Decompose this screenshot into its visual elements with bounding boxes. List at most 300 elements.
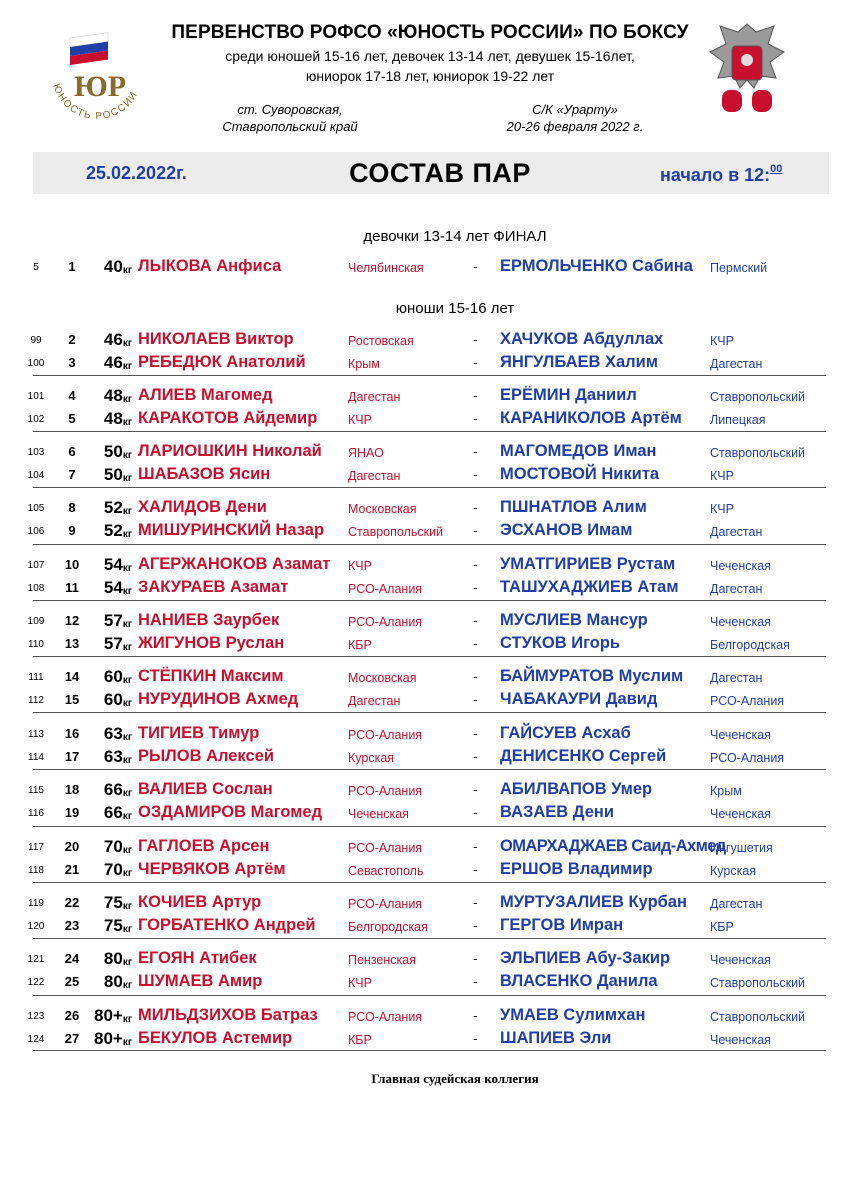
pair-number: 3	[68, 355, 76, 370]
blue-corner-region: Ставропольский	[710, 976, 806, 990]
bout-number: 123	[27, 1011, 45, 1022]
pair-number: 10	[64, 557, 80, 572]
weight-unit: кг	[122, 265, 132, 276]
weight-value: 54	[103, 555, 123, 574]
weight-value: 57	[103, 611, 123, 630]
row-divider	[33, 431, 826, 432]
red-corner-name: ОЗДАМИРОВ Магомед	[138, 803, 323, 821]
pair-row	[0, 633, 849, 655]
blue-corner-name: КАРАНИКОЛОВ Артём	[500, 409, 682, 427]
weight-unit: кг	[122, 338, 132, 349]
weight-unit: кг	[122, 450, 132, 461]
weight-class	[86, 724, 132, 744]
pair-row	[0, 385, 849, 407]
row-divider	[33, 600, 826, 601]
blue-corner-region: РСО-Алания	[710, 694, 785, 708]
weight-unit: кг	[122, 529, 132, 540]
blue-corner-region: Курская	[710, 864, 757, 878]
red-corner-region: Севастополь	[348, 864, 424, 878]
bout-number: 102	[27, 414, 45, 425]
row-divider	[33, 487, 826, 488]
versus-dash: -	[473, 444, 478, 459]
blue-corner-region: Дагестан	[710, 897, 763, 911]
weight-value: 52	[103, 498, 123, 517]
red-corner-name: НИКОЛАЕВ Виктор	[138, 330, 294, 348]
weight-value: 52	[103, 521, 123, 540]
weight-unit: кг	[122, 732, 132, 743]
weight-value: 57	[103, 634, 123, 653]
bout-number: 5	[33, 262, 39, 273]
weight-unit: кг	[122, 563, 132, 574]
bout-number: 115	[28, 785, 44, 796]
event-subtitle-2: юниорок 17-18 лет, юниорок 19-22 лет	[305, 68, 555, 84]
venue-line-2: 20-26 февраля 2022 г.	[506, 119, 644, 134]
blue-corner-region: Белгородская	[710, 638, 790, 652]
versus-dash: -	[473, 1008, 478, 1023]
bout-number: 99	[30, 335, 42, 346]
red-corner-name: ВАЛИЕВ Сослан	[138, 780, 273, 798]
blue-corner-name: БАЙМУРАТОВ Муслим	[500, 667, 684, 685]
red-corner-name: ХАЛИДОВ Дени	[138, 498, 267, 516]
blue-corner-name: МУРТУЗАЛИЕВ Курбан	[500, 893, 687, 911]
row-divider	[33, 712, 826, 713]
blue-corner-region: КБР	[710, 920, 734, 934]
bout-number: 124	[27, 1034, 45, 1045]
blue-corner-region: Липецкая	[710, 413, 766, 427]
blue-corner-name: ВАЗАЕВ Дени	[500, 803, 615, 821]
weight-unit: кг	[122, 811, 132, 822]
red-corner-region: РСО-Алания	[348, 728, 423, 742]
pair-number: 5	[68, 411, 76, 426]
weight-class	[86, 578, 132, 598]
versus-dash: -	[473, 805, 478, 820]
versus-dash: -	[473, 580, 478, 595]
versus-dash: -	[473, 1031, 478, 1046]
start-label: начало в 12:	[660, 165, 771, 185]
pair-number: 26	[64, 1008, 80, 1023]
versus-dash: -	[473, 411, 478, 426]
weight-class	[86, 837, 132, 857]
weight-unit: кг	[122, 417, 132, 428]
versus-dash: -	[473, 523, 478, 538]
versus-dash: -	[473, 259, 478, 274]
red-corner-name: ЧЕРВЯКОВ Артём	[138, 860, 286, 878]
blue-corner-name: АБИЛВАПОВ Умер	[500, 780, 653, 798]
versus-dash: -	[473, 613, 478, 628]
place-line-2: Ставропольский край	[222, 119, 358, 134]
versus-dash: -	[473, 839, 478, 854]
red-corner-region: РСО-Алания	[348, 897, 423, 911]
bout-number: 114	[28, 752, 44, 763]
red-corner-name: ЗАКУРАЕВ Азамат	[138, 578, 289, 596]
red-corner-name: ШАБАЗОВ Ясин	[138, 465, 271, 483]
weight-value: 50	[103, 442, 123, 461]
red-corner-region: КБР	[348, 1033, 372, 1047]
pair-number: 23	[64, 918, 80, 933]
blue-corner-name: УМАТГИРИЕВ Рустам	[500, 555, 676, 573]
blue-corner-name: ТАШУХАДЖИЕВ Атам	[500, 578, 679, 596]
start-time	[660, 163, 782, 186]
start-minutes: 00	[770, 163, 783, 175]
weight-value: 66	[103, 780, 123, 799]
blue-corner-name: ЭСХАНОВ Имам	[500, 521, 633, 539]
pair-row	[0, 859, 849, 881]
row-divider	[33, 656, 826, 657]
blue-corner-region: КЧР	[710, 469, 734, 483]
weight-value: 50	[103, 465, 123, 484]
bout-number: 104	[27, 470, 45, 481]
bout-date: 25.02.2022г.	[86, 163, 187, 183]
weight-class	[86, 498, 132, 518]
red-corner-region: Белгородская	[348, 920, 428, 934]
red-corner-name: ЖИГУНОВ Руслан	[138, 634, 285, 652]
versus-dash: -	[473, 918, 478, 933]
row-divider	[33, 1050, 826, 1051]
weight-unit: кг	[122, 868, 132, 879]
versus-dash: -	[473, 467, 478, 482]
blue-corner-region: Пермский	[710, 261, 768, 275]
blue-corner-region: Дагестан	[710, 357, 763, 371]
blue-corner-region: КЧР	[710, 334, 734, 348]
section-heading: юноши 15-16 лет	[395, 300, 515, 317]
red-corner-region: КЧР	[348, 413, 372, 427]
pair-number: 8	[68, 500, 76, 515]
bout-number: 103	[27, 447, 45, 458]
red-corner-name: ГОРБАТЕНКО Андрей	[138, 916, 316, 934]
pair-number: 1	[68, 259, 76, 274]
blue-corner-name: ГЕРГОВ Имран	[500, 916, 624, 934]
pair-number: 16	[64, 726, 80, 741]
blue-corner-name: ЧАБАКАУРИ Давид	[500, 690, 658, 708]
bout-number: 108	[27, 583, 45, 594]
bout-number: 121	[27, 954, 45, 965]
blue-corner-name: СТУКОВ Игорь	[500, 634, 621, 652]
weight-value: 75	[103, 916, 123, 935]
weight-class	[86, 860, 132, 880]
footer-signature: Главная судейская коллегия	[371, 1071, 539, 1086]
red-corner-region: Дагестан	[348, 390, 401, 404]
red-corner-name: АЛИЕВ Магомед	[138, 386, 273, 404]
bout-number: 118	[28, 865, 44, 876]
weight-class	[86, 916, 132, 936]
weight-class	[86, 972, 132, 992]
pair-number: 15	[64, 692, 80, 707]
pair-number: 13	[64, 636, 80, 651]
weight-value: 48	[103, 409, 123, 428]
weight-unit: кг	[122, 788, 132, 799]
weight-value: 63	[103, 747, 123, 766]
venue-line-1: С/К «Урарту»	[532, 102, 618, 117]
weight-value: 80+	[93, 1029, 123, 1048]
pair-number: 20	[64, 839, 80, 854]
blue-corner-name: ЯНГУЛБАЕВ Халим	[500, 353, 659, 371]
red-corner-region: Ростовская	[348, 334, 414, 348]
red-corner-name: СТЁПКИН Максим	[138, 667, 284, 685]
red-corner-name: НАНИЕВ Заурбек	[138, 611, 280, 629]
red-corner-region: Дагестан	[348, 469, 401, 483]
versus-dash: -	[473, 388, 478, 403]
event-title: ПЕРВЕНСТВО РОФСО «ЮНОСТЬ РОССИИ» ПО БОКСУ	[171, 22, 689, 43]
bout-number: 110	[28, 639, 44, 650]
blue-corner-region: Ставропольский	[710, 446, 806, 460]
blue-corner-region: Крым	[710, 784, 742, 798]
red-corner-region: Московская	[348, 671, 417, 685]
red-corner-region: Пензенская	[348, 953, 416, 967]
bout-number: 106	[27, 526, 45, 537]
red-corner-region: КЧР	[348, 559, 372, 573]
bout-number: 107	[27, 560, 45, 571]
svg-text:ЮНОСТЬ РОССИИ: ЮНОСТЬ РОССИИ	[50, 82, 141, 123]
weight-class	[86, 521, 132, 541]
pair-row	[0, 666, 849, 688]
pair-number: 4	[68, 388, 76, 403]
blue-corner-region: Дагестан	[710, 582, 763, 596]
weight-value: 80	[103, 972, 123, 991]
weight-class	[86, 330, 132, 350]
bout-number: 101	[27, 391, 45, 402]
weight-class	[86, 949, 132, 969]
versus-dash: -	[473, 355, 478, 370]
bout-number: 113	[28, 729, 44, 740]
pair-row	[0, 948, 849, 970]
blue-corner-name: ПШНАТЛОВ Алим	[500, 498, 647, 516]
pair-number: 2	[68, 332, 76, 347]
red-corner-region: Курская	[348, 751, 395, 765]
weight-class	[86, 442, 132, 462]
pair-row	[0, 1028, 849, 1050]
pair-row	[0, 971, 849, 993]
weight-value: 70	[103, 837, 123, 856]
pair-row	[0, 577, 849, 599]
pair-row	[0, 746, 849, 768]
red-corner-name: НУРУДИНОВ Ахмед	[138, 690, 299, 708]
versus-dash: -	[473, 974, 478, 989]
versus-dash: -	[473, 669, 478, 684]
bout-number: 105	[27, 503, 45, 514]
weight-unit: кг	[122, 506, 132, 517]
pair-row	[0, 915, 849, 937]
pair-number: 18	[64, 782, 80, 797]
bout-number: 116	[28, 808, 44, 819]
weight-unit: кг	[122, 698, 132, 709]
weight-class	[86, 667, 132, 687]
blue-corner-region: Ставропольский	[710, 390, 806, 404]
weight-class	[86, 353, 132, 373]
blue-corner-name: ШАПИЕВ Эли	[500, 1029, 612, 1047]
pair-row	[0, 329, 849, 351]
pair-number: 24	[64, 951, 80, 966]
weight-unit: кг	[122, 845, 132, 856]
bout-number: 100	[27, 358, 45, 369]
pair-number: 12	[64, 613, 80, 628]
row-divider	[33, 882, 826, 883]
pair-number: 14	[64, 669, 80, 684]
bout-number: 112	[28, 695, 44, 706]
weight-unit: кг	[122, 901, 132, 912]
pair-number: 22	[64, 895, 80, 910]
red-corner-region: Челябинская	[348, 261, 424, 275]
row-divider	[33, 826, 826, 827]
blue-corner-region: Дагестан	[710, 671, 763, 685]
pair-row	[0, 779, 849, 801]
blue-corner-region: Ингушетия	[710, 841, 773, 855]
blue-corner-region: Чеченская	[710, 728, 771, 742]
red-corner-region: ЯНАО	[348, 446, 384, 460]
red-corner-region: РСО-Алания	[348, 1010, 423, 1024]
red-corner-name: РЫЛОВ Алексей	[138, 747, 274, 765]
blue-corner-name: ВЛАСЕНКО Данила	[500, 972, 658, 990]
versus-dash: -	[473, 749, 478, 764]
row-divider	[33, 769, 826, 770]
row-divider	[33, 544, 826, 545]
pair-row	[0, 689, 849, 711]
weight-unit: кг	[122, 1037, 132, 1048]
pair-row	[0, 892, 849, 914]
bout-number: 119	[28, 898, 44, 909]
bout-number: 117	[28, 842, 44, 853]
weight-class	[86, 611, 132, 631]
blue-corner-region: Ставропольский	[710, 1010, 806, 1024]
weight-class	[86, 634, 132, 654]
versus-dash: -	[473, 895, 478, 910]
pair-row	[0, 610, 849, 632]
versus-dash: -	[473, 862, 478, 877]
blue-corner-name: ХАЧУКОВ Абдуллах	[500, 330, 664, 348]
pair-row	[0, 464, 849, 486]
weight-class	[86, 690, 132, 710]
pair-number: 6	[68, 444, 76, 459]
red-corner-name: МИЛЬДЗИХОВ Батраз	[138, 1006, 318, 1024]
blue-corner-region: Дагестан	[710, 525, 763, 539]
red-corner-region: Дагестан	[348, 694, 401, 708]
weight-unit: кг	[122, 755, 132, 766]
weight-unit: кг	[122, 473, 132, 484]
red-corner-region: РСО-Алания	[348, 784, 423, 798]
blue-corner-name: ОМАРХАДЖАЕВ Саид-Ахмед	[500, 837, 726, 855]
red-corner-name: КОЧИЕВ Артур	[138, 893, 262, 911]
red-corner-region: Крым	[348, 357, 380, 371]
red-corner-name: ЛЫКОВА Анфиса	[138, 257, 282, 275]
weight-class	[86, 893, 132, 913]
weight-class	[86, 747, 132, 767]
pair-number: 7	[68, 467, 76, 482]
blue-corner-region: Чеченская	[710, 615, 771, 629]
weight-value: 80	[103, 949, 123, 968]
red-corner-region: Московская	[348, 502, 417, 516]
blue-corner-region: Чеченская	[710, 1033, 771, 1047]
ministry-sport-emblem	[704, 18, 790, 122]
versus-dash: -	[473, 500, 478, 515]
weight-value: 46	[103, 353, 123, 372]
section-heading: девочки 13-14 лет ФИНАЛ	[363, 228, 547, 245]
versus-dash: -	[473, 951, 478, 966]
pair-number: 25	[64, 974, 80, 989]
yunost-rossii-logo	[38, 24, 156, 124]
pair-row	[0, 802, 849, 824]
weight-value: 80+	[93, 1006, 123, 1025]
weight-class	[86, 1029, 132, 1049]
versus-dash: -	[473, 692, 478, 707]
weight-unit: кг	[122, 980, 132, 991]
weight-class	[86, 1006, 132, 1026]
weight-value: 60	[103, 667, 123, 686]
blue-corner-region: РСО-Алания	[710, 751, 785, 765]
weight-value: 70	[103, 860, 123, 879]
bout-number: 122	[27, 977, 45, 988]
red-corner-name: КАРАКОТОВ Айдемир	[138, 409, 318, 427]
blue-corner-name: ЭЛЬПИЕВ Абу-Закир	[500, 949, 671, 967]
row-divider	[33, 938, 826, 939]
pair-row	[0, 256, 849, 278]
weight-class	[86, 803, 132, 823]
event-venue	[485, 101, 665, 135]
place-line-1: ст. Суворовская,	[237, 102, 343, 117]
pair-number: 17	[64, 749, 80, 764]
event-place	[200, 101, 380, 135]
pair-row	[0, 441, 849, 463]
weight-unit: кг	[122, 642, 132, 653]
red-corner-name: АГЕРЖАНОКОВ Азамат	[138, 555, 331, 573]
red-corner-name: РЕБЕДЮК Анатолий	[138, 353, 306, 371]
weight-value: 40	[103, 257, 123, 276]
pair-row	[0, 497, 849, 519]
weight-unit: кг	[122, 1014, 132, 1025]
versus-dash: -	[473, 782, 478, 797]
weight-unit: кг	[122, 586, 132, 597]
weight-unit: кг	[122, 675, 132, 686]
pair-row	[0, 836, 849, 858]
row-divider	[33, 995, 826, 996]
pair-number: 9	[68, 523, 76, 538]
blue-corner-name: ЕРШОВ Владимир	[500, 860, 653, 878]
versus-dash: -	[473, 726, 478, 741]
pair-number: 21	[64, 862, 80, 877]
bout-number: 111	[28, 672, 44, 683]
blue-corner-name: ЕРМОЛЬЧЕНКО Сабина	[500, 257, 693, 275]
weight-unit: кг	[122, 924, 132, 935]
red-corner-region: РСО-Алания	[348, 582, 423, 596]
weight-value: 48	[103, 386, 123, 405]
pair-row	[0, 1005, 849, 1027]
versus-dash: -	[473, 332, 478, 347]
blue-corner-region: Чеченская	[710, 953, 771, 967]
pair-number: 11	[65, 580, 79, 595]
weight-value: 63	[103, 724, 123, 743]
weight-value: 66	[103, 803, 123, 822]
red-corner-name: ЕГОЯН Атибек	[138, 949, 257, 967]
blue-corner-name: МУСЛИЕВ Мансур	[500, 611, 648, 629]
weight-class	[86, 409, 132, 429]
weight-unit: кг	[122, 619, 132, 630]
weight-unit: кг	[122, 394, 132, 405]
red-corner-region: КБР	[348, 638, 372, 652]
blue-corner-name: ЕРЁМИН Даниил	[500, 386, 637, 404]
weight-class	[86, 780, 132, 800]
pair-row	[0, 408, 849, 430]
pair-row	[0, 520, 849, 542]
red-corner-name: ТИГИЕВ Тимур	[138, 724, 260, 742]
bout-number: 109	[27, 616, 45, 627]
red-corner-region: КЧР	[348, 976, 372, 990]
weight-class	[86, 465, 132, 485]
red-corner-name: ЛАРИОШКИН Николай	[138, 442, 322, 460]
red-corner-name: МИШУРИНСКИЙ Назар	[138, 521, 325, 539]
red-corner-region: РСО-Алания	[348, 615, 423, 629]
weight-value: 46	[103, 330, 123, 349]
pair-row	[0, 352, 849, 374]
weight-unit: кг	[122, 361, 132, 372]
red-corner-region: Ставропольский	[348, 525, 444, 539]
